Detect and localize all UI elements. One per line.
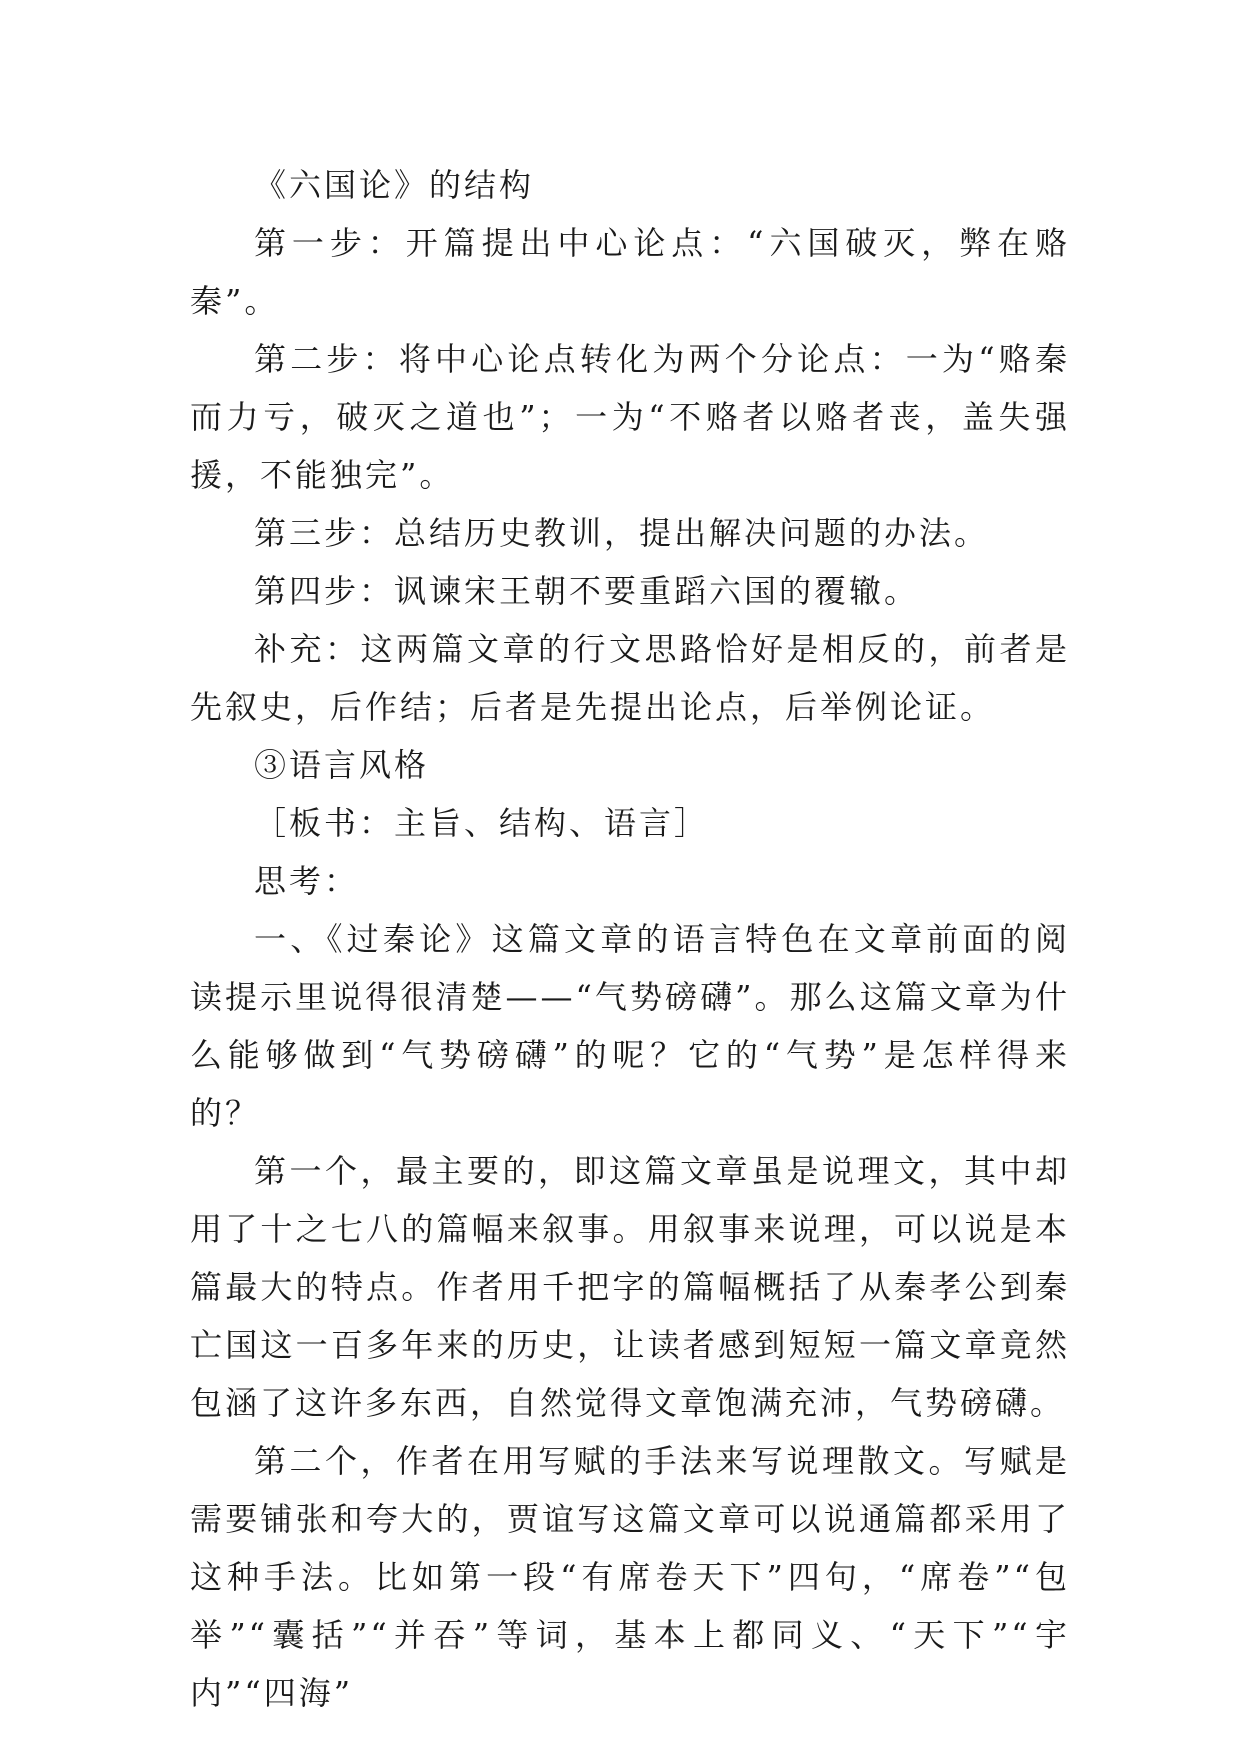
step-three-paragraph: 第三步：总结历史教训，提出解决问题的办法。 — [254, 514, 990, 552]
blackboard-note: ［板书：主旨、结构、语言］ — [254, 804, 710, 842]
step-two-paragraph: 第二步：将中心论点转化为两个分论点：一为“赂秦而力亏，破灭之道也”；一为“不赂者以赂者丧，盖失强援，不能独完”。 — [190, 340, 1070, 494]
supplement-paragraph: 补充：这两篇文章的行文思路恰好是相反的，前者是先叙史，后作结；后者是先提出论点，后举例论证。 — [190, 630, 1070, 726]
document-body — [190, 156, 1070, 1722]
section-heading: 《六国论》的结构 — [254, 166, 535, 204]
second-reason-paragraph: 第二个，作者在用写赋的手法来写说理散文。写赋是需要铺张和夸大的，贾谊写这篇文章可以说通篇都采用了这种手法。比如第一段“有席卷天下”四句，“席卷”“包举”“囊括”“并吞”等词，基本上都同义、“天下”“宇内”“四海” — [190, 1442, 1070, 1712]
first-reason-paragraph: 第一个，最主要的，即这篇文章虽是说理文，其中却用了十之七八的篇幅来叙事。用叙事来说理，可以说是本篇最大的特点。作者用千把字的篇幅概括了从秦孝公到秦亡国这一百多年来的历史，让读者感到短短一篇文章竟然包涵了这许多东西，自然觉得文章饱满充沛，气势磅礴。 — [190, 1152, 1070, 1422]
language-style-heading: ③语言风格 — [254, 746, 430, 784]
think-label: 思考： — [254, 862, 360, 900]
step-one-paragraph: 第一步：开篇提出中心论点：“六国破灭，弊在赂秦”。 — [190, 224, 1070, 320]
question-one-paragraph: 一、《过秦论》这篇文章的语言特色在文章前面的阅读提示里说得很清楚——“气势磅礴”。那么这篇文章为什么能够做到“气势磅礴”的呢？它的“气势”是怎样得来的？ — [190, 920, 1070, 1132]
step-four-paragraph: 第四步：讽谏宋王朝不要重蹈六国的覆辙。 — [254, 572, 920, 610]
